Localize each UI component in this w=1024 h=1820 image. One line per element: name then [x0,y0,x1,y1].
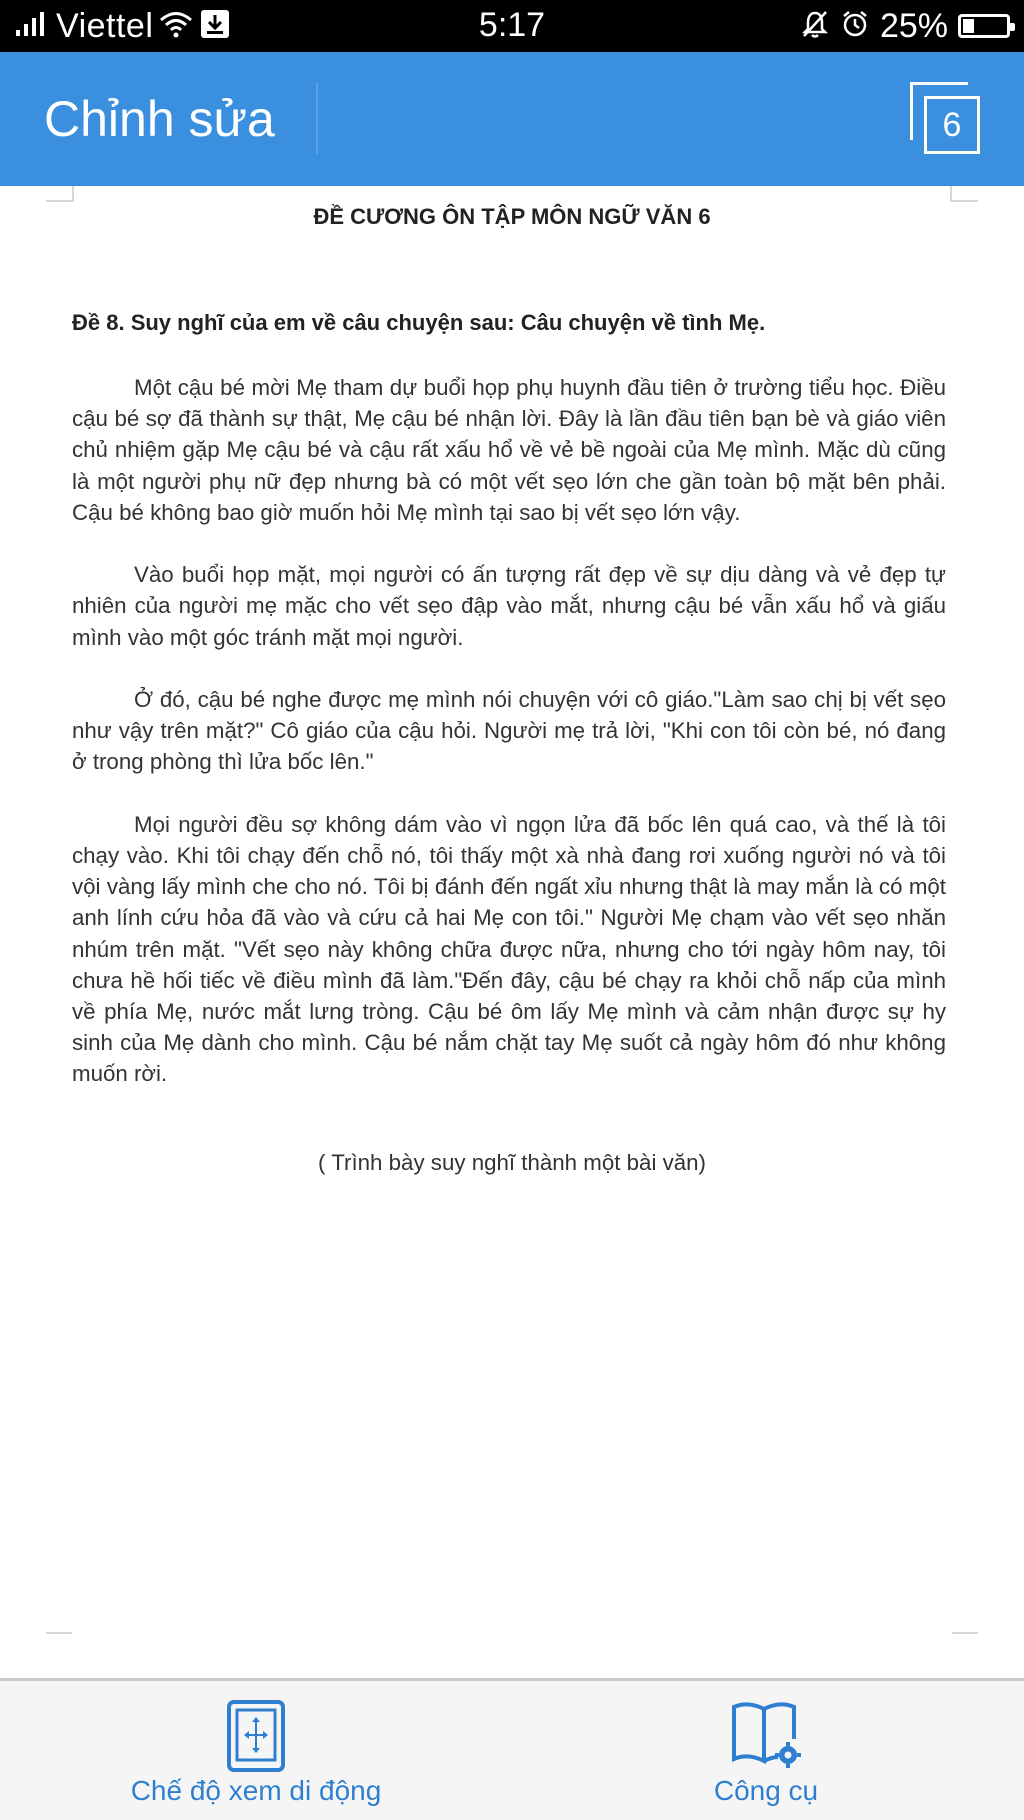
mobile-view-button[interactable] [56,1681,456,1820]
pages-button[interactable] [910,82,984,158]
book-gear-icon [730,1699,802,1776]
pages-count: 6 [924,96,980,154]
status-right [800,6,1010,46]
title-divider [316,82,318,154]
document-page[interactable] [0,186,1024,1678]
document-body [72,372,946,1121]
bottom-toolbar [0,1678,1024,1820]
app-bar [0,52,1024,186]
battery-level-fill [963,19,974,33]
paragraph: Một cậu bé mời Mẹ tham dự buổi họp phụ huynh đầu tiên ở trường tiểu học. Điều cậu bé sợ đã thành sự thật, Mẹ cậu bé nhận lời. Đây là lần đầu tiên bạn bè và giáo viên chủ nhiệm gặp Mẹ cậu bé và cậu rất xấu hổ về vẻ bề ngoài của Mẹ mình. Mặc dù cũng là một người phụ nữ đẹp nhưng bà có một vết sẹo lớn che gần toàn bộ mặt bên phải. Cậu bé không bao giờ muốn hỏi Mẹ mình tại sao bị vết sẹo lớn vậy. [72,375,946,525]
battery-percent: 25% [879,6,948,45]
page-corner-mark [952,1632,978,1634]
page-title: Chỉnh sửa [44,91,275,147]
page-corner-mark [950,186,978,202]
carrier-name: Viettel [56,6,154,45]
paragraph: Vào buổi họp mặt, mọi người có ấn tượng rất đẹp về sự dịu dàng và vẻ đẹp tự nhiên của người mẹ mặc cho vết sẹo đập vào mắt, nhưng cậu bé vẫn xấu hổ và giấu mình vào một góc tránh mặt mọi người. [72,562,946,650]
tools-button[interactable] [566,1681,966,1820]
paragraph: Mọi người đều sợ không dám vào vì ngọn lửa đã bốc lên quá cao, và thế là tôi chạy vào. Khi tôi chạy đến chỗ nó, tôi thấy một xà nhà đang rơi xuống người nó và tôi vội vàng lấy mình che cho nó. Tôi bị đánh đến ngất xỉu nhưng thật là may mắn là có một anh lính cứu hỏa đã vào và cứu cả hai Mẹ con tôi." Người Mẹ chạm vào vết sẹo nhăn nhúm trên mặt. "Vết sẹo này không chữa được nữa, nhưng cho tới ngày hôm nay, tôi chưa hề hối tiếc về điều mình đã làm."Đến đây, cậu bé chạy ra khỏi chỗ nấp của mình về phía Mẹ, nước mắt lưng tròng. Cậu bé ôm lấy Mẹ mình và cảm nhận được sự hy sinh của Mẹ dành cho mình. Cậu bé nắm chặt tay Mẹ suốt cả ngày hôm đó như không muốn rời. [72,811,946,1087]
document-title: ĐỀ CƯƠNG ÔN TẬP MÔN NGỮ VĂN 6 [313,204,711,229]
battery-icon [958,14,1010,38]
status-bar [0,0,1024,52]
clock: 5:17 [478,6,546,44]
document-note: ( Trình bày suy nghĩ thành một bài văn) [318,1150,706,1175]
mobile-view-label: Chế độ xem di động [130,1775,382,1806]
page-corner-mark [46,186,74,202]
page-corner-mark [46,1632,72,1634]
paragraph: Ở đó, cậu bé nghe được mẹ mình nói chuyện với cô giáo."Làm sao chị bị vết sẹo như vậy trên mặt?" Cô giáo của cậu hỏi. Người mẹ trả lời, "Khi con tôi còn bé, nó đang ở trong phòng thì lửa bốc lên." [72,687,946,775]
document-heading: Đề 8. Suy nghĩ của em về câu chuyện sau: Câu chuyện về tình Mẹ. [72,310,766,335]
mobile-view-icon [226,1699,286,1778]
alarm-icon [840,9,870,44]
tools-label: Công cụ [713,1775,819,1806]
bell-muted-icon [800,9,830,44]
